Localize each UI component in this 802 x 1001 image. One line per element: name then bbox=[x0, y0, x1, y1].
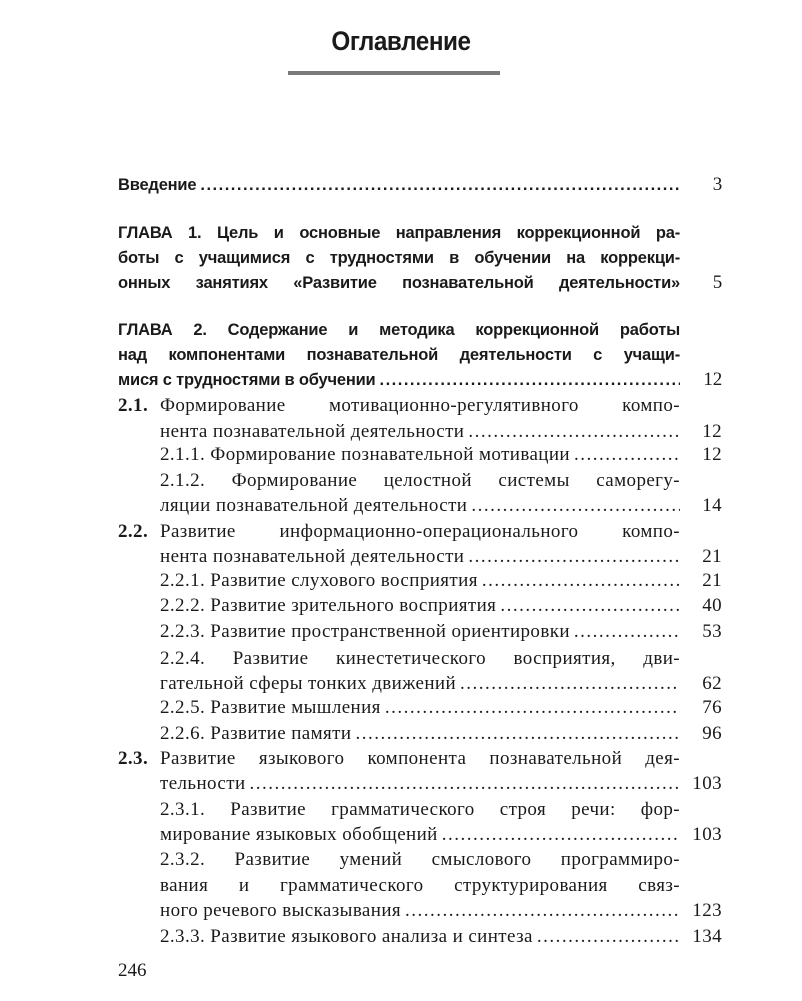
dot-leader bbox=[574, 620, 680, 644]
toc-entry-text: боты с учащимися с трудностями в обучении на коррекци- bbox=[118, 249, 680, 267]
toc-entry-line[interactable] bbox=[160, 494, 722, 518]
page-number: 246 bbox=[118, 960, 147, 981]
toc-entry-text: нента познавательной деятельности bbox=[160, 421, 465, 442]
toc-entry-line[interactable] bbox=[160, 848, 722, 872]
page-title: Оглавление bbox=[331, 26, 471, 56]
toc-entry-line[interactable] bbox=[160, 469, 722, 493]
toc-page-number: 62 bbox=[702, 673, 722, 694]
toc-entry-text: Введение bbox=[118, 176, 197, 194]
toc-entry-text: Формирование мотивационно-регулятивного компо- bbox=[160, 395, 680, 416]
toc-entry-line[interactable] bbox=[118, 318, 722, 342]
toc-page-number: 5 bbox=[712, 272, 722, 293]
dot-leader bbox=[250, 772, 680, 796]
toc-entry-line[interactable] bbox=[118, 246, 722, 270]
toc-page-number: 12 bbox=[702, 444, 722, 465]
toc-entry-line[interactable] bbox=[118, 394, 722, 418]
toc-entry-line[interactable] bbox=[160, 823, 722, 847]
toc-entry-line[interactable] bbox=[118, 747, 722, 771]
dot-leader bbox=[468, 420, 680, 444]
toc-page-number: 96 bbox=[702, 723, 722, 744]
toc-entry-line[interactable] bbox=[160, 722, 722, 746]
toc-entry-text: 2.2.6. Развитие памяти bbox=[160, 723, 352, 744]
toc-entry-line[interactable] bbox=[160, 772, 722, 796]
toc-entry-line[interactable] bbox=[118, 343, 722, 367]
toc-entry-text: Развитие информационно-операционального компо- bbox=[160, 521, 680, 542]
toc-entry-text: 2.2.5. Развитие мышления bbox=[160, 697, 381, 718]
toc-entry-line[interactable] bbox=[160, 874, 722, 898]
toc-page-number: 14 bbox=[702, 495, 722, 516]
toc-entry-line[interactable] bbox=[118, 520, 722, 544]
toc-page-number: 12 bbox=[703, 369, 722, 390]
dot-leader bbox=[500, 594, 680, 618]
toc-entry-text: гательной сферы тонких движений bbox=[160, 673, 457, 694]
toc-page-number: 134 bbox=[692, 926, 722, 947]
toc-entry-text: вания и грамматического структурирования связ- bbox=[160, 875, 680, 896]
toc-page-number: 103 bbox=[692, 824, 722, 845]
toc-entry-text: 2.1.2. Формирование целостной системы саморегу- bbox=[160, 470, 680, 491]
toc-page-number: 21 bbox=[702, 570, 722, 591]
toc-entry-text: ГЛАВА 1. Цель и основные направления коррекционной ра- bbox=[118, 224, 680, 242]
dot-leader bbox=[482, 569, 680, 593]
toc-entry-line[interactable] bbox=[160, 672, 722, 696]
title-underline bbox=[288, 71, 500, 75]
toc-entry-text: мися с трудностями в обучении bbox=[118, 371, 376, 389]
toc-entry-text: 2.2.3. Развитие пространственной ориентировки bbox=[160, 621, 570, 642]
toc-entry-line[interactable] bbox=[160, 899, 722, 923]
toc-entry-text: 2.2.4. Развитие кинестетического восприятия, дви- bbox=[160, 648, 680, 669]
toc-entry-line[interactable] bbox=[160, 594, 722, 618]
dot-leader bbox=[574, 443, 680, 467]
toc-entry-text: нента познавательной деятельности bbox=[160, 546, 465, 567]
section-number: 2.1. bbox=[118, 395, 149, 416]
toc-entry-text: над компонентами познавательной деятельности с учащи- bbox=[118, 346, 680, 364]
dot-leader bbox=[355, 722, 680, 746]
toc-page-number: 40 bbox=[702, 595, 722, 616]
dot-leader bbox=[405, 899, 680, 923]
dot-leader bbox=[380, 368, 681, 392]
dot-leader bbox=[200, 173, 680, 197]
toc-entry-line[interactable] bbox=[160, 798, 722, 822]
toc-entry-line[interactable] bbox=[118, 173, 722, 197]
toc-page-number: 3 bbox=[712, 174, 722, 195]
toc-entry-text: ного речевого высказывания bbox=[160, 900, 402, 921]
toc-entry-line[interactable] bbox=[160, 696, 722, 720]
toc-entry-text: 2.3.3. Развитие языкового анализа и синтеза bbox=[160, 926, 533, 947]
toc-page-number: 21 bbox=[702, 546, 722, 567]
toc-entry-line[interactable] bbox=[160, 569, 722, 593]
toc-entry-line[interactable] bbox=[160, 647, 722, 671]
toc-entry-text: 2.2.2. Развитие зрительного восприятия bbox=[160, 595, 497, 616]
dot-leader bbox=[385, 696, 680, 720]
toc-page-number: 103 bbox=[692, 773, 722, 794]
toc-entry-line[interactable] bbox=[118, 221, 722, 245]
toc-entry-text: ГЛАВА 2. Содержание и методика коррекционной работы bbox=[118, 321, 680, 339]
toc-entry-text: ляции познавательной деятельности bbox=[160, 495, 468, 516]
toc-entry-text: тельности bbox=[160, 773, 246, 794]
dot-leader bbox=[468, 545, 680, 569]
toc-entry-text: онных занятиях «Развитие познавательной деятельности» bbox=[118, 274, 680, 292]
toc-page-number: 123 bbox=[692, 900, 722, 921]
toc-entry-line[interactable] bbox=[160, 443, 722, 467]
toc-page-number: 53 bbox=[702, 621, 722, 642]
toc-entry-text: 2.1.1. Формирование познавательной мотивации bbox=[160, 444, 570, 465]
toc-page-number: 12 bbox=[702, 421, 722, 442]
dot-leader bbox=[471, 494, 680, 518]
section-number: 2.3. bbox=[118, 748, 149, 769]
dot-leader bbox=[442, 823, 680, 847]
dot-leader bbox=[460, 672, 680, 696]
toc-entry-line[interactable] bbox=[160, 620, 722, 644]
toc-entry-text: Развитие языкового компонента познавательной дея- bbox=[160, 748, 680, 769]
toc-page-number: 76 bbox=[702, 697, 722, 718]
toc-entry-line[interactable] bbox=[160, 420, 722, 444]
toc-entry-text: 2.3.1. Развитие грамматического строя речи: фор- bbox=[160, 799, 680, 820]
toc-entry-line[interactable] bbox=[160, 545, 722, 569]
section-number: 2.2. bbox=[118, 521, 149, 542]
toc-entry-text: мирование языковых обобщений bbox=[160, 824, 438, 845]
toc-entry-line[interactable] bbox=[160, 925, 722, 949]
toc-entry-text: 2.2.1. Развитие слухового восприятия bbox=[160, 570, 478, 591]
toc-entry-text: 2.3.2. Развитие умений смыслового программиро- bbox=[160, 849, 680, 870]
toc-entry-line[interactable] bbox=[118, 271, 722, 295]
toc-entry-line[interactable] bbox=[118, 368, 722, 392]
dot-leader bbox=[537, 925, 680, 949]
